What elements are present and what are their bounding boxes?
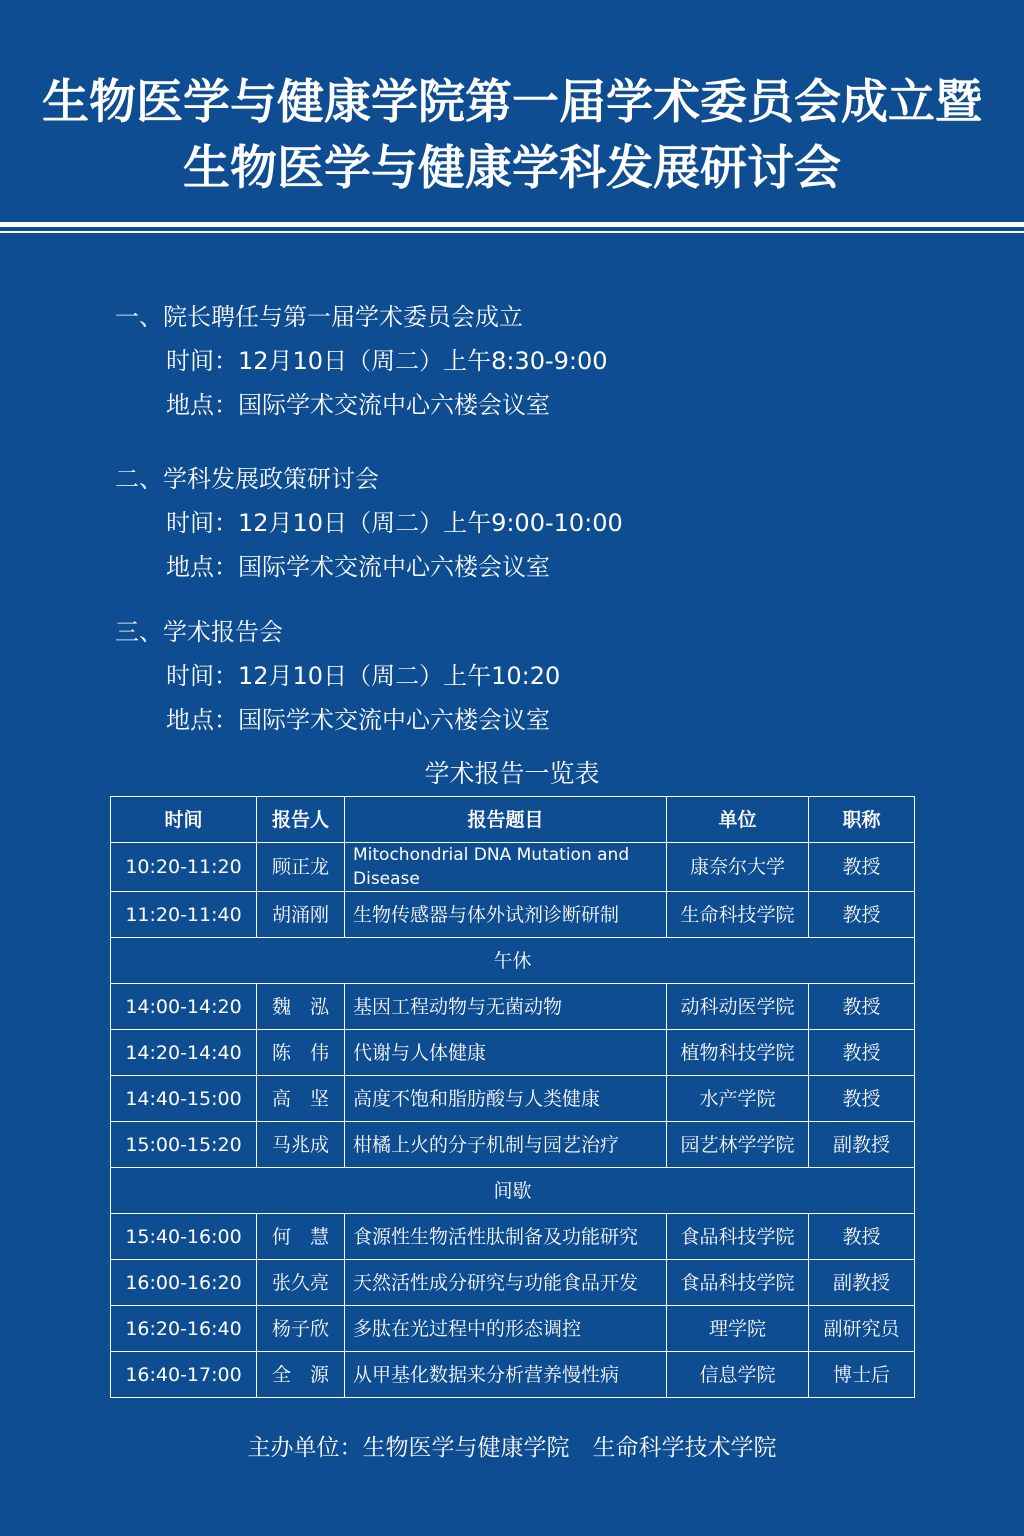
cell-rank: 教授 <box>809 1076 915 1122</box>
cell-speaker: 高 坚 <box>257 1076 345 1122</box>
cell-topic: 多肽在光过程中的形态调控 <box>345 1306 667 1352</box>
table-row <box>111 1214 915 1260</box>
cell-speaker: 陈 伟 <box>257 1030 345 1076</box>
poster-title-line-2: 生物医学与健康学科发展研讨会 <box>183 141 841 196</box>
cell-unit: 动科动医学院 <box>667 984 809 1030</box>
cell-speaker: 杨子欣 <box>257 1306 345 1352</box>
break-label: 间歇 <box>111 1168 915 1214</box>
cell-topic: 天然活性成分研究与功能食品开发 <box>345 1260 667 1306</box>
column-header-unit: 单位 <box>667 797 809 843</box>
cell-unit: 康奈尔大学 <box>667 843 809 892</box>
cell-topic: Mitochondrial DNA Mutation and Disease <box>345 843 667 892</box>
table-break-row <box>111 1168 915 1214</box>
section-title: 二、学科发展政策研讨会 <box>115 465 379 493</box>
section-time: 时间：12月10日（周二）上午8:30-9:00 <box>166 347 608 375</box>
column-header-topic: 报告题目 <box>345 797 667 843</box>
cell-rank: 教授 <box>809 892 915 938</box>
cell-speaker: 顾正龙 <box>257 843 345 892</box>
cell-time: 16:40-17:00 <box>111 1352 257 1398</box>
agenda-section-1 <box>115 295 935 427</box>
cell-topic: 柑橘上火的分子机制与园艺治疗 <box>345 1122 667 1168</box>
cell-time: 14:40-15:00 <box>111 1076 257 1122</box>
table-row <box>111 1352 915 1398</box>
cell-rank: 副研究员 <box>809 1306 915 1352</box>
cell-unit: 园艺林学学院 <box>667 1122 809 1168</box>
table-header-row <box>111 797 915 843</box>
table-break-row <box>111 938 915 984</box>
table-row <box>111 1260 915 1306</box>
agenda-section-3 <box>115 610 935 742</box>
section-time: 时间：12月10日（周二）上午10:20 <box>166 662 561 690</box>
header-divider-thin <box>0 231 1024 233</box>
organizer-footer: 主办单位：生物医学与健康学院 生命科学技术学院 <box>247 1435 777 1461</box>
break-label: 午休 <box>111 938 915 984</box>
cell-unit: 生命科技学院 <box>667 892 809 938</box>
cell-topic: 高度不饱和脂肪酸与人类健康 <box>345 1076 667 1122</box>
cell-time: 10:20-11:20 <box>111 843 257 892</box>
table-row <box>111 843 915 892</box>
cell-topic: 生物传感器与体外试剂诊断研制 <box>345 892 667 938</box>
cell-rank: 副教授 <box>809 1260 915 1306</box>
schedule-table-title: 学术报告一览表 <box>424 759 600 788</box>
column-header-rank: 职称 <box>809 797 915 843</box>
cell-speaker: 张久亮 <box>257 1260 345 1306</box>
cell-unit: 理学院 <box>667 1306 809 1352</box>
column-header-time: 时间 <box>111 797 257 843</box>
poster-header <box>0 0 1024 220</box>
cell-unit: 水产学院 <box>667 1076 809 1122</box>
cell-time: 16:00-16:20 <box>111 1260 257 1306</box>
cell-topic: 代谢与人体健康 <box>345 1030 667 1076</box>
cell-rank: 博士后 <box>809 1352 915 1398</box>
cell-speaker: 全 源 <box>257 1352 345 1398</box>
cell-unit: 信息学院 <box>667 1352 809 1398</box>
section-time: 时间：12月10日（周二）上午9:00-10:00 <box>166 509 623 537</box>
table-row <box>111 1122 915 1168</box>
table-row <box>111 984 915 1030</box>
cell-time: 15:00-15:20 <box>111 1122 257 1168</box>
section-place: 地点：国际学术交流中心六楼会议室 <box>166 553 550 581</box>
section-place: 地点：国际学术交流中心六楼会议室 <box>166 391 550 419</box>
table-row <box>111 1076 915 1122</box>
poster-title-line-1: 生物医学与健康学院第一届学术委员会成立暨 <box>42 75 982 130</box>
column-header-speaker: 报告人 <box>257 797 345 843</box>
cell-speaker: 魏 泓 <box>257 984 345 1030</box>
cell-speaker: 胡涌刚 <box>257 892 345 938</box>
header-divider-thick <box>0 222 1024 227</box>
cell-topic: 从甲基化数据来分析营养慢性病 <box>345 1352 667 1398</box>
cell-time: 14:00-14:20 <box>111 984 257 1030</box>
cell-unit: 食品科技学院 <box>667 1214 809 1260</box>
cell-rank: 副教授 <box>809 1122 915 1168</box>
agenda-section-2 <box>115 457 935 589</box>
cell-time: 14:20-14:40 <box>111 1030 257 1076</box>
section-title: 三、学术报告会 <box>115 618 283 646</box>
cell-speaker: 马兆成 <box>257 1122 345 1168</box>
cell-topic: 食源性生物活性肽制备及功能研究 <box>345 1214 667 1260</box>
schedule-table <box>110 796 915 1398</box>
table-row <box>111 1306 915 1352</box>
cell-topic: 基因工程动物与无菌动物 <box>345 984 667 1030</box>
cell-time: 11:20-11:40 <box>111 892 257 938</box>
cell-rank: 教授 <box>809 984 915 1030</box>
section-title: 一、院长聘任与第一届学术委员会成立 <box>115 303 523 331</box>
cell-time: 16:20-16:40 <box>111 1306 257 1352</box>
cell-rank: 教授 <box>809 1214 915 1260</box>
cell-unit: 植物科技学院 <box>667 1030 809 1076</box>
table-row <box>111 1030 915 1076</box>
table-row <box>111 892 915 938</box>
section-place: 地点：国际学术交流中心六楼会议室 <box>166 706 550 734</box>
cell-unit: 食品科技学院 <box>667 1260 809 1306</box>
cell-time: 15:40-16:00 <box>111 1214 257 1260</box>
cell-rank: 教授 <box>809 1030 915 1076</box>
cell-rank: 教授 <box>809 843 915 892</box>
cell-speaker: 何 慧 <box>257 1214 345 1260</box>
